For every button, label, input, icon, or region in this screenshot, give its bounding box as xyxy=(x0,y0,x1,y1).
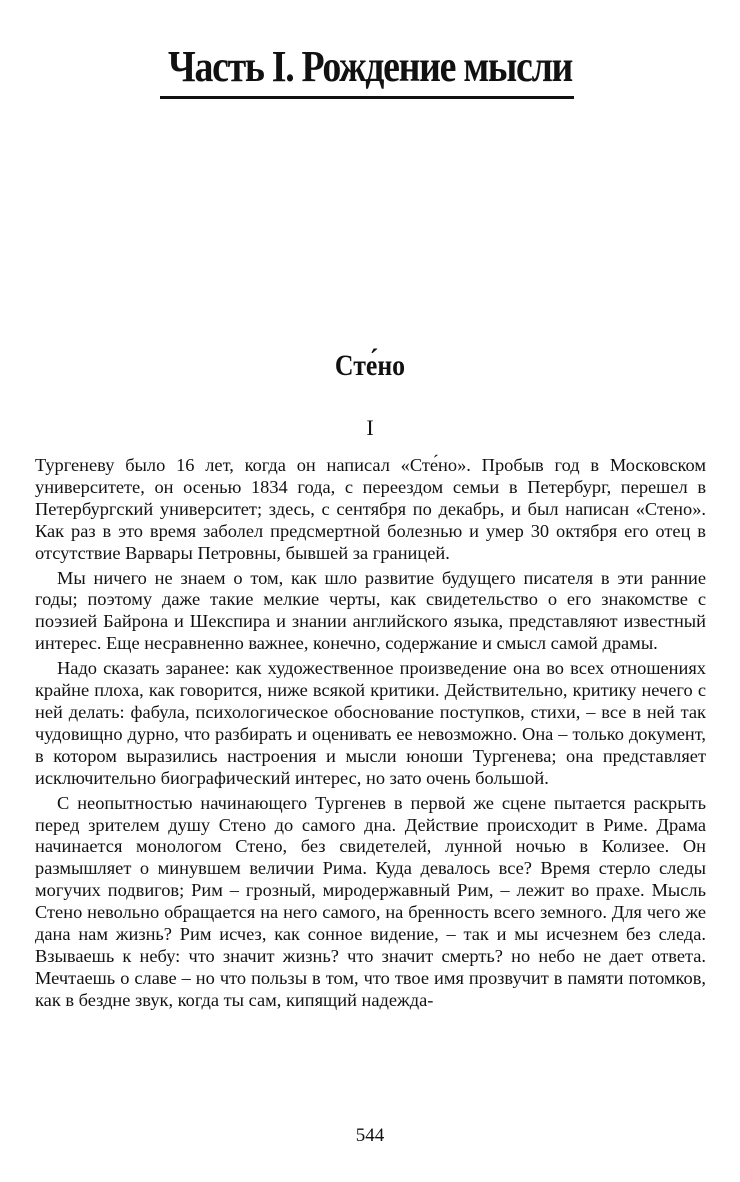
body-text xyxy=(35,455,706,1015)
chapter-title: Сте́но xyxy=(334,349,406,382)
title-underline xyxy=(160,96,574,99)
section-number: I xyxy=(366,415,374,440)
paragraph-3: Надо сказать заранее: как художественное произведение она во всех отношениях крайне плоха, как говорится, ниже всякой критики. Действительно, критику нечего с ней делать: фабула, психологическое обоснование поступков, стихи, – все в ней так чудовищно дурно, что разбирать и оценивать ее невозможно. Она – только документ, в котором выразились настроения и мысли юноши Тургенева; она представляет исключительно биографический интерес, но зато очень большой. xyxy=(35,658,706,788)
part-title: Часть I. Рождение мысли xyxy=(167,42,573,91)
page-number: 544 xyxy=(355,1125,385,1146)
paragraph-4: С неопытностью начинающего Тургенев в первой же сцене пытается раскрыть перед зрителем душу Стено до самого дна. Действие происходит в Риме. Драма начинается монологом Стено, без свидетелей, лунной ночью в Колизее. Он размышляет о минувшем величии Рима. Куда девалось все? Время стерло следы могучих подвигов; Рим – грозный, миродержавный Рим, – лежит во прахе. Мысль Стено невольно обращается на него самого, на бренность всего земного. Для чего же дана нам жизнь? Рим исчез, как сонное видение, – так и мы исчезнем без следа. Взываешь к небу: что значит жизнь? что значит смерть? но небо не дает ответа. Мечтаешь о славе – но что пользы в том, что твое имя прозвучит в памяти потомков, как в бездне звук, когда ты сам, кипящий надежда- xyxy=(35,792,706,1010)
paragraph-2: Мы ничего не знаем о том, как шло развитие будущего писателя в эти ранние годы; поэтому даже такие мелкие черты, как свидетельство о его знакомстве с поэзией Байрона и Шекспира и знании английского языка, представляют известный интерес. Еще несравненно важнее, конечно, содержание и смысл самой драмы. xyxy=(35,567,706,654)
paragraph-1: Тургеневу было 16 лет, когда он написал «Сте́но». Пробыв год в Московском университете, он осенью 1834 года, с переездом семьи в Петербург, перешел в Петербургский университет; здесь, с сентября по декабрь, и был написан «Стено». Как раз в это время заболел предсмертной болезнью и умер 30 октября его отец в отсутствие Варвары Петровны, бывшей за границей. xyxy=(35,455,706,563)
